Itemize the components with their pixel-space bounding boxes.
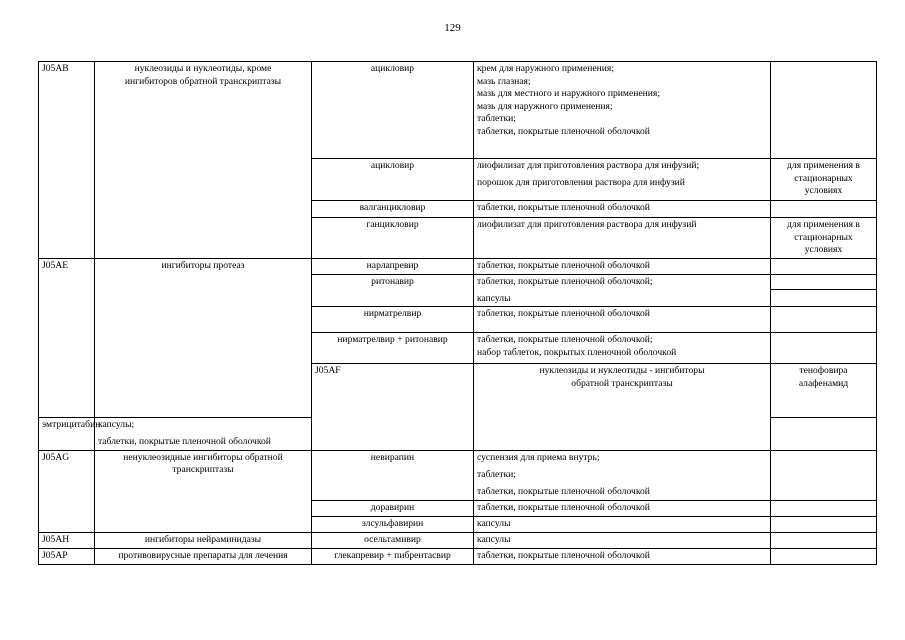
atc-code: J05AB — [39, 62, 95, 259]
table-row — [39, 259, 877, 275]
dosage-forms: таблетки, покрытые пленочной оболочкой; — [474, 275, 771, 290]
dosage-forms: таблетки, покрытые пленочной оболочкой; набор таблеток, покрытых пленочной оболочкой — [474, 333, 771, 364]
drug-name: тенофовира алафенамид — [771, 364, 877, 417]
drug-name: нарлапревир — [312, 259, 474, 275]
drug-name: осельтамивир — [312, 533, 474, 549]
drug-name: доравирин — [312, 501, 474, 517]
note-cell — [771, 417, 877, 450]
pharmacological-group: нуклеозиды и нуклеотиды - ингибиторы обратной транскриптазы — [474, 364, 771, 450]
drug-name: ацикловир — [312, 159, 474, 201]
dosage-forms: лиофилизат для приготовления раствора для инфузий — [474, 218, 771, 259]
note-cell — [771, 275, 877, 290]
dosage-forms: капсулы — [474, 517, 771, 533]
pharmacological-group: ингибиторы протеаз — [95, 259, 312, 418]
drug-name: эмтрицитабин — [39, 417, 95, 450]
note-cell — [771, 62, 877, 159]
atc-code: J05AH — [39, 533, 95, 549]
dosage-forms: капсулы; — [95, 417, 312, 433]
note-cell: для применения в стационарных условиях — [771, 218, 877, 259]
drug-name: невирапин — [312, 450, 474, 501]
drug-table — [38, 61, 877, 565]
note-cell — [771, 501, 877, 517]
note-cell: для применения в стационарных условиях — [771, 159, 877, 201]
note-cell — [771, 201, 877, 218]
note-cell — [771, 290, 877, 307]
atc-code: J05AE — [39, 259, 95, 418]
dosage-forms: таблетки, покрытые пленочной оболочкой — [474, 549, 771, 565]
table-row — [39, 533, 877, 549]
note-cell — [771, 259, 877, 275]
dosage-forms: таблетки, покрытые пленочной оболочкой — [474, 501, 771, 517]
drug-name: глекапревир + пибрентасвир — [312, 549, 474, 565]
atc-code: J05AF — [312, 364, 474, 450]
dosage-forms: таблетки, покрытые пленочной оболочкой — [474, 307, 771, 333]
dosage-forms: крем для наружного применения; мазь глазная; мазь для местного и наружного применения; мазь для наружного применения; таблетки; таблетки, покрытые пленочной оболочкой — [474, 62, 771, 159]
drug-name: ганцикловир — [312, 218, 474, 259]
drug-name: валганцикловир — [312, 201, 474, 218]
dosage-forms: лиофилизат для приготовления раствора для инфузий; порошок для приготовления раствора для инфузий — [474, 159, 771, 201]
dosage-forms: таблетки, покрытые пленочной оболочкой — [474, 201, 771, 218]
pharmacological-group: ненуклеозидные ингибиторы обратной транскриптазы — [95, 450, 312, 533]
page-number: 129 — [444, 22, 461, 34]
drug-name: нирматрелвир + ритонавир — [312, 333, 474, 364]
dosage-forms: таблетки, покрытые пленочной оболочкой — [474, 259, 771, 275]
note-cell — [771, 450, 877, 501]
dosage-forms: таблетки, покрытые пленочной оболочкой — [95, 433, 312, 450]
pharmacological-group: нуклеозиды и нуклеотиды, кроме ингибиторов обратной транскриптазы — [95, 62, 312, 259]
pharmacological-group: ингибиторы нейраминидазы — [95, 533, 312, 549]
atc-code: J05AG — [39, 450, 95, 533]
drug-name: ритонавир — [312, 275, 474, 307]
pharmacological-group: противовирусные препараты для лечения — [95, 549, 312, 565]
atc-code: J05AP — [39, 549, 95, 565]
table-row — [39, 62, 877, 159]
drug-name: нирматрелвир — [312, 307, 474, 333]
note-cell — [771, 533, 877, 549]
drug-name: элсульфавирин — [312, 517, 474, 533]
note-cell — [771, 333, 877, 364]
dosage-forms: таблетки; — [474, 466, 771, 483]
dosage-forms: капсулы — [474, 533, 771, 549]
table-row — [39, 450, 877, 466]
note-cell — [771, 307, 877, 333]
note-cell — [771, 517, 877, 533]
drug-name: ацикловир — [312, 62, 474, 159]
note-cell — [771, 549, 877, 565]
dosage-forms: капсулы — [474, 290, 771, 307]
dosage-forms: суспензия для приема внутрь; — [474, 450, 771, 466]
table-row — [39, 549, 877, 565]
dosage-forms: таблетки, покрытые пленочной оболочкой — [474, 483, 771, 501]
